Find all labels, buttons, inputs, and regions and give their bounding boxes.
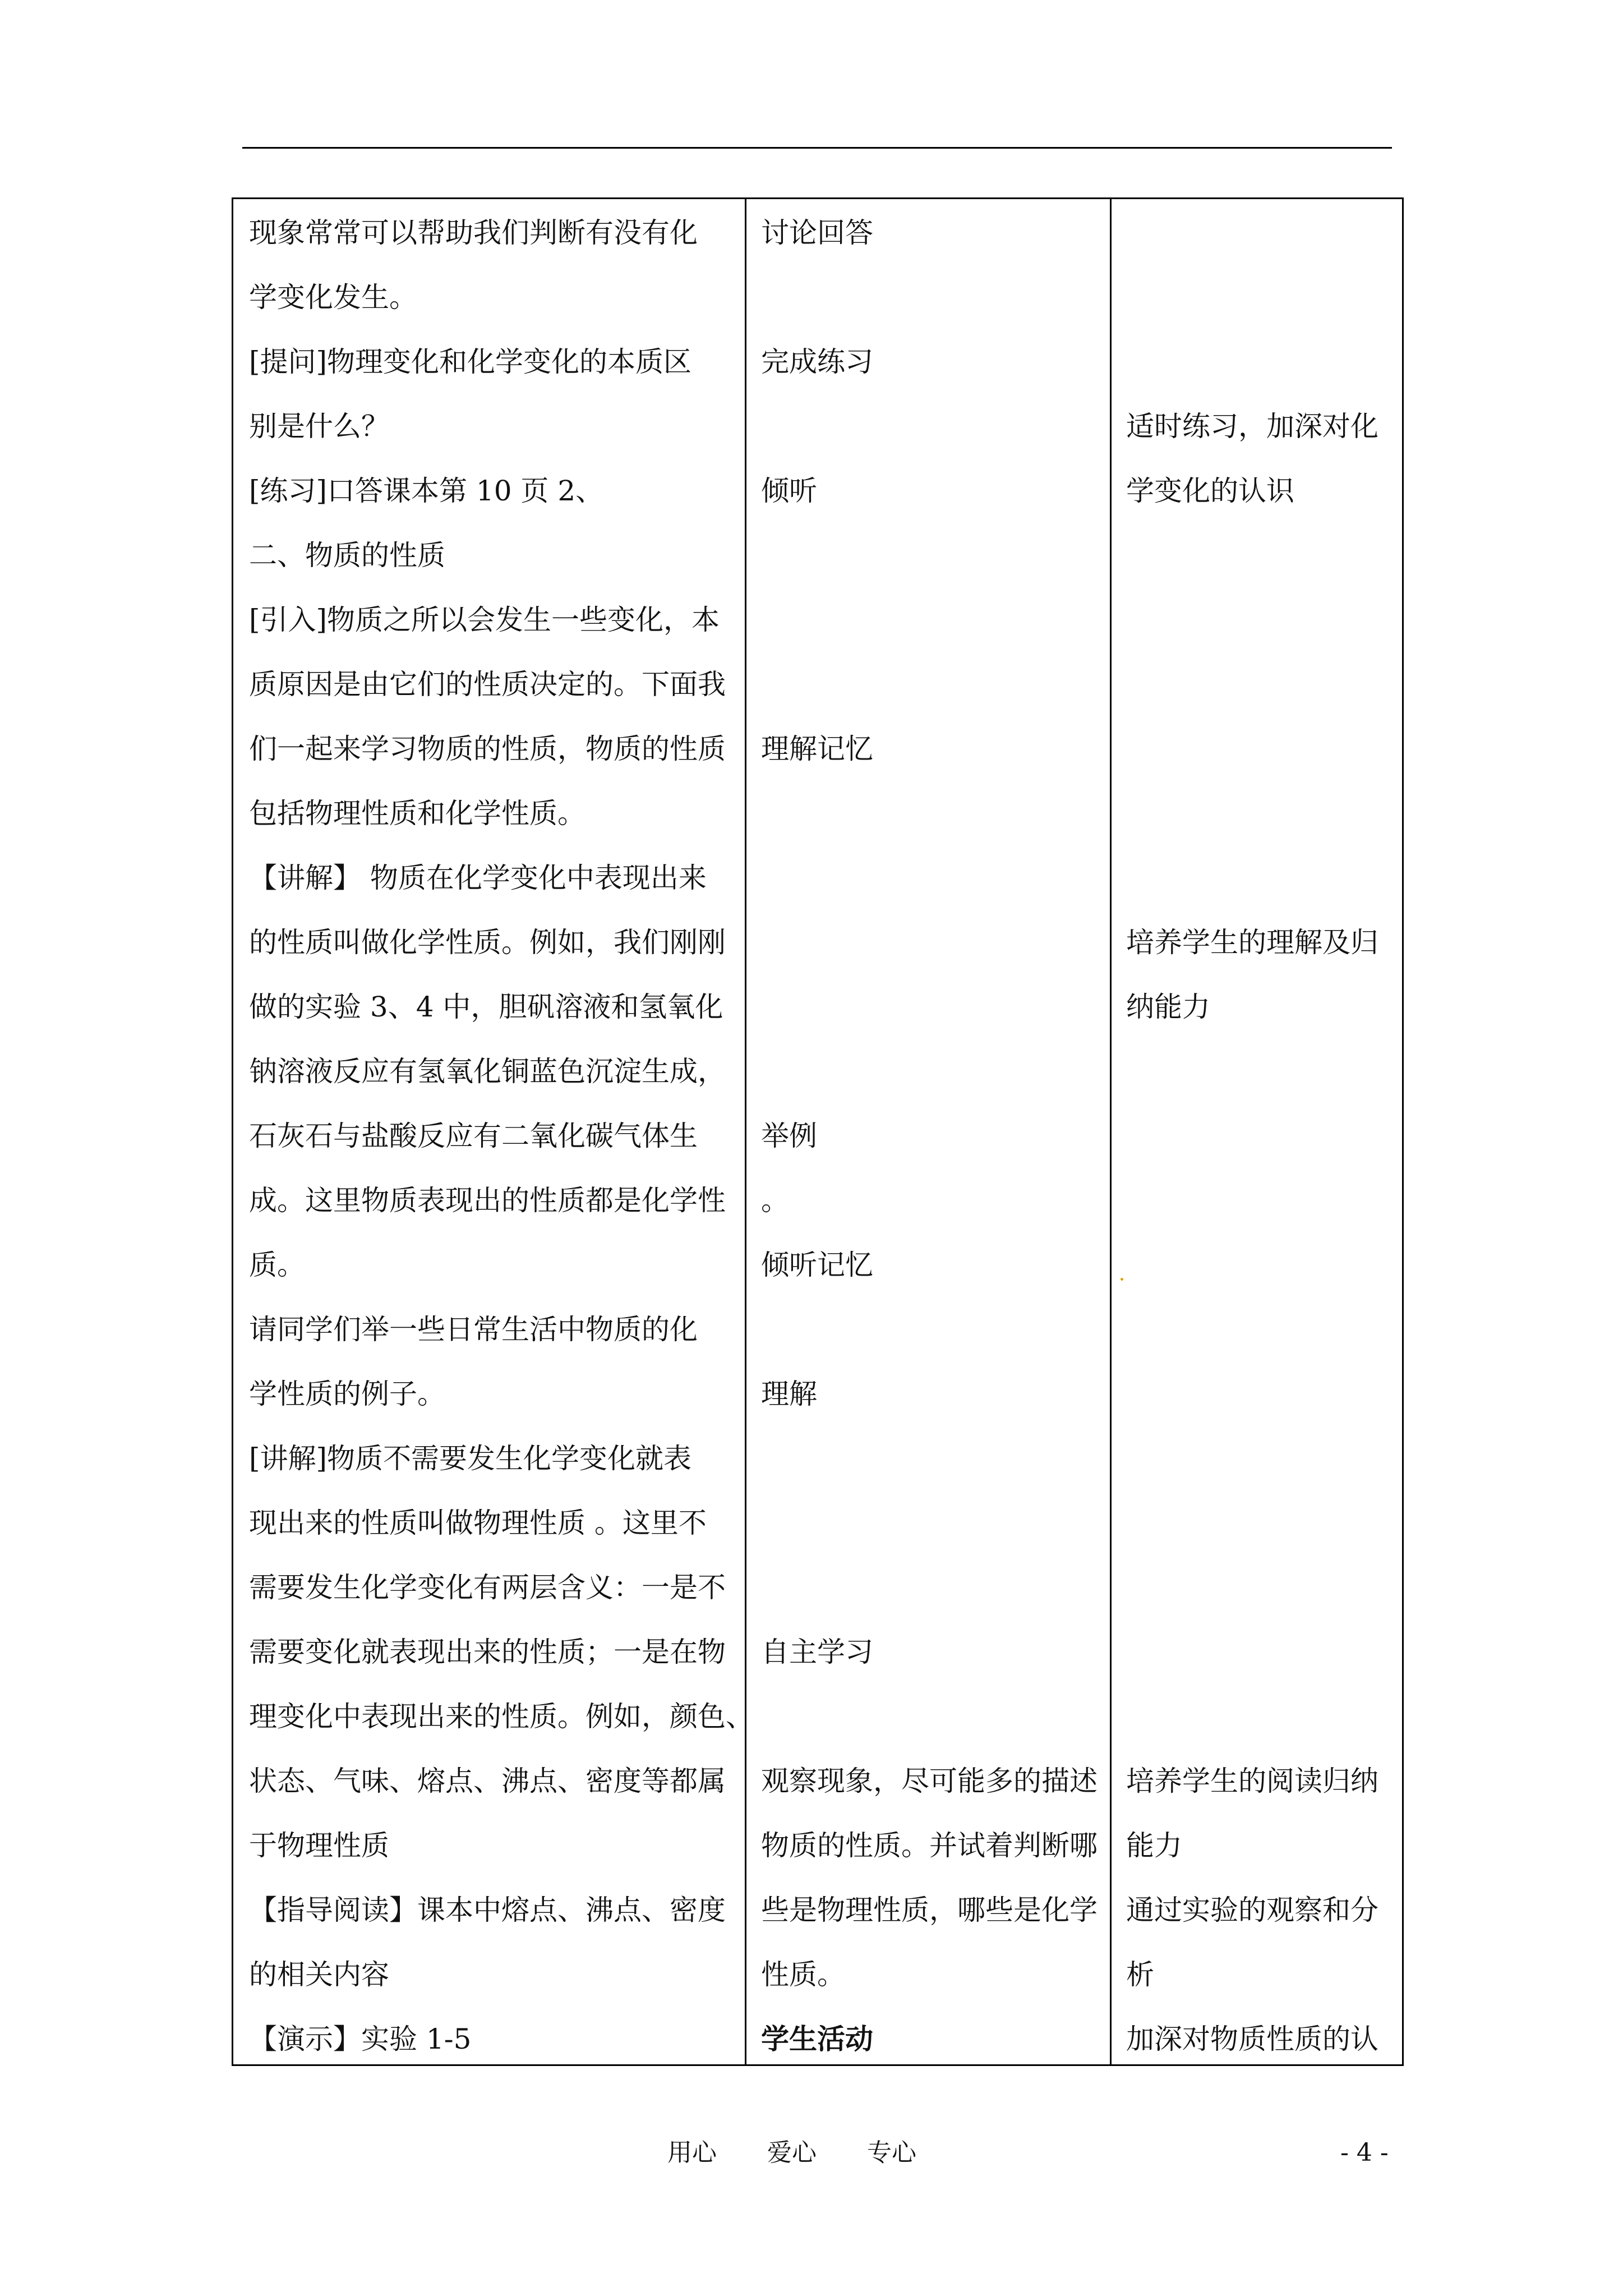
student-line: 倾听 [761,475,817,507]
page-number: - 4 - [1340,2138,1389,2167]
intent-line: 通过实验的观察和分 [1126,1894,1378,1926]
teacher-line: 现象常常可以帮助我们判断有没有化 [249,217,698,249]
teacher-line: 的性质叫做化学性质。例如，我们刚刚 [249,926,726,959]
teacher-line: [引入]物质之所以会发生一些变化，本 [249,604,720,636]
student-line: 理解记忆 [761,733,873,765]
intent-line: 加深对物质性质的认 [1126,2023,1378,2055]
footer-left: 用心 [667,2138,717,2167]
teacher-line: 别是什么？ [249,410,389,443]
student-line: 完成练习 [761,346,873,378]
intent-line: 学变化的认识 [1126,475,1294,507]
teacher-line: 学性质的例子。 [249,1378,445,1410]
intent-line: 析 [1126,1958,1154,1991]
teacher-line: 钠溶液反应有氢氧化铜蓝色沉淀生成， [249,1055,726,1088]
teacher-activity-column [233,199,754,2064]
teacher-line: [练习]口答课本第 10 页 2、 [249,475,604,507]
student-line: 性质。 [761,1958,845,1991]
student-line: 。 [761,1184,789,1217]
teacher-line: 成。这里物质表现出的性质都是化学性 [249,1184,726,1217]
teacher-line: 现出来的性质叫做物理性质 。这里不 [249,1507,707,1539]
teacher-line: 于物理性质 [249,1829,389,1862]
teacher-line: 需要发生化学变化有两层含义：一是不 [249,1571,726,1604]
teacher-line: 【讲解】 物质在化学变化中表现出来 [249,862,707,894]
stray-dot [1121,1278,1123,1281]
intent-line: 能力 [1126,1829,1182,1862]
teacher-line: 请同学们举一些日常生活中物质的化 [249,1313,698,1346]
teacher-line: 包括物理性质和化学性质。 [249,797,585,830]
teacher-line: 做的实验 3、4 中，胆矾溶液和氢氧化 [249,991,723,1023]
teacher-line: 质原因是由它们的性质决定的。下面我 [249,668,726,701]
intent-line: 培养学生的阅读归纳 [1126,1765,1378,1797]
student-line: 讨论回答 [761,217,873,249]
teacher-line: 需要变化就表现出来的性质；一是在物 [249,1636,726,1668]
student-line: 倾听记忆 [761,1249,873,1281]
footer-right: 专心 [867,2138,916,2167]
teacher-line: 状态、气味、熔点、沸点、密度等都属 [249,1765,726,1797]
teacher-line: 【演示】实验 1-5 [249,2023,472,2055]
student-line: 观察现象，尽可能多的描述 [761,1765,1098,1797]
intent-line: 培养学生的理解及归 [1126,926,1378,959]
footer-middle: 爱心 [767,2138,817,2167]
student-activity-column [746,199,1112,2064]
teacher-line: 学变化发生。 [249,281,417,314]
teacher-line: 二、物质的性质 [249,539,445,572]
teacher-line: [讲解]物质不需要发生化学变化就表 [249,1442,692,1475]
intent-line: 适时练习，加深对化 [1126,410,1378,443]
student-line: 自主学习 [761,1636,873,1668]
teacher-line: [提问]物理变化和化学变化的本质区 [249,346,692,378]
teacher-line: 的相关内容 [249,1958,389,1991]
intent-line: 纳能力 [1126,991,1210,1023]
student-line: 学生活动 [761,2022,873,2055]
teacher-line: 理变化中表现出来的性质。例如，颜色、 [249,1700,754,1733]
teacher-line: 石灰石与盐酸反应有二氧化碳气体生 [249,1120,698,1152]
design-intent-column [1112,199,1402,2064]
teacher-line: 【指导阅读】课本中熔点、沸点、密度 [249,1894,726,1926]
student-line: 物质的性质。并试着判断哪 [761,1829,1098,1862]
teacher-line: 质。 [249,1249,305,1281]
lesson-table [232,197,1404,2066]
student-line: 些是物理性质，哪些是化学 [761,1894,1098,1926]
teacher-line: 们一起来学习物质的性质，物质的性质 [249,733,726,765]
student-line: 理解 [761,1378,817,1410]
student-line: 举例 [761,1120,817,1152]
header-rule [242,147,1392,149]
